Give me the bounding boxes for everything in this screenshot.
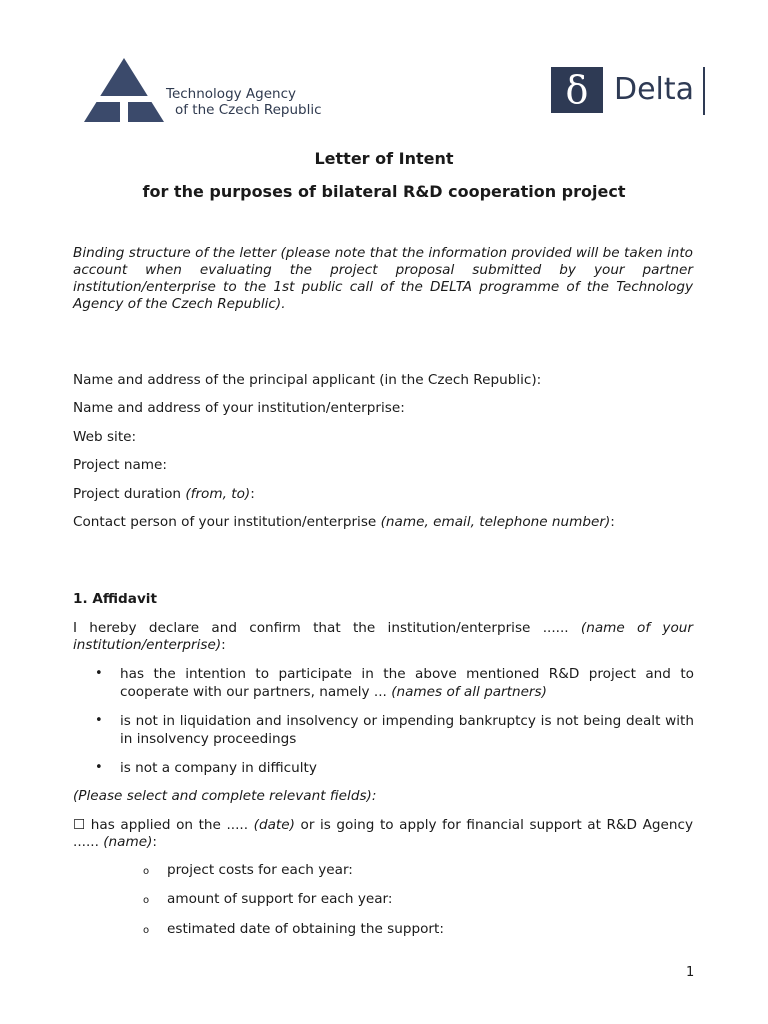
duration-colon: :	[250, 486, 255, 502]
select-note	[73, 788, 693, 805]
bullet-icon: •	[95, 666, 103, 681]
participation-text: has the intention to participate in the above mentioned R&D project and to cooperate with our partners, namely ...	[120, 666, 694, 700]
participation-hint: (names of all partners)	[391, 684, 547, 700]
bullet-icon: •	[95, 713, 103, 728]
bullet-item-insolvency: is not in liquidation and insolvency or impending bankruptcy is not being dealt with in insolvency proceedings	[120, 713, 694, 747]
page-number: 1	[686, 965, 695, 980]
sub-bullet-icon: o	[143, 925, 150, 936]
sub-item-support-date: estimated date of obtaining the support:	[167, 921, 444, 937]
agency-line-1: Technology Agency	[166, 86, 296, 102]
principal-applicant-field: Name and address of the principal applicant (in the Czech Republic):	[73, 372, 542, 388]
sub-bullet-icon: o	[143, 866, 150, 877]
bullet-icon: •	[95, 760, 103, 775]
agency-name	[166, 86, 322, 118]
contact-person-field	[73, 514, 615, 530]
bullet-item-participation	[120, 665, 694, 701]
contact-hint: (name, email, telephone number)	[380, 514, 611, 530]
applied-name-hint: (name)	[103, 834, 153, 850]
delta-symbol-icon: δ	[551, 67, 603, 113]
bullet-item-difficulty: is not a company in difficulty	[120, 760, 317, 776]
declaration-text: I hereby declare and confirm that the institution/enterprise ......	[73, 620, 581, 636]
duration-label: Project duration	[73, 486, 186, 502]
document-title: Letter of Intent	[314, 149, 454, 168]
delta-divider	[703, 67, 705, 115]
website-field: Web site:	[73, 429, 137, 445]
document-subtitle: for the purposes of bilateral R&D cooperation project	[142, 182, 626, 201]
institution-field: Name and address of your institution/enterprise:	[73, 400, 405, 416]
declaration-hint: (name of your institution/enterprise)	[73, 620, 693, 653]
project-name-field: Project name:	[73, 457, 167, 473]
contact-label: Contact person of your institution/enterprise	[73, 514, 381, 530]
declaration-colon: :	[221, 637, 226, 653]
applied-text-a: has applied on the .....	[85, 817, 254, 833]
intro-paragraph: Binding structure of the letter (please note that the information provided will be taken into account when evaluating the project proposal submitted by your partner institution/enterprise to the 1st public call of the DELTA programme of the Technology Agency of the Czech Republic).	[73, 245, 693, 312]
sub-bullet-icon: o	[143, 895, 150, 906]
agency-line-2: of the Czech Republic	[175, 102, 322, 118]
select-note-text: (Please select and complete relevant fields):	[73, 788, 377, 804]
sub-item-support-amount: amount of support for each year:	[167, 891, 393, 907]
applied-date-hint: (date)	[253, 817, 295, 833]
applied-colon: :	[152, 834, 158, 850]
checkbox-icon[interactable]: ☐	[73, 817, 86, 833]
applied-paragraph	[73, 817, 693, 851]
affidavit-heading: 1. Affidavit	[73, 591, 157, 607]
duration-hint: (from, to)	[185, 486, 251, 502]
project-duration-field	[73, 486, 255, 502]
sub-item-project-costs: project costs for each year:	[167, 862, 353, 878]
applied-text-b: or is going to apply for financial support at R&D Agency ......	[73, 817, 693, 850]
declaration-paragraph	[73, 620, 693, 654]
delta-wordmark: Delta	[614, 72, 695, 107]
technology-agency-logo	[84, 58, 334, 124]
technology-agency-emblem-icon	[84, 58, 164, 124]
contact-colon: :	[610, 514, 615, 530]
